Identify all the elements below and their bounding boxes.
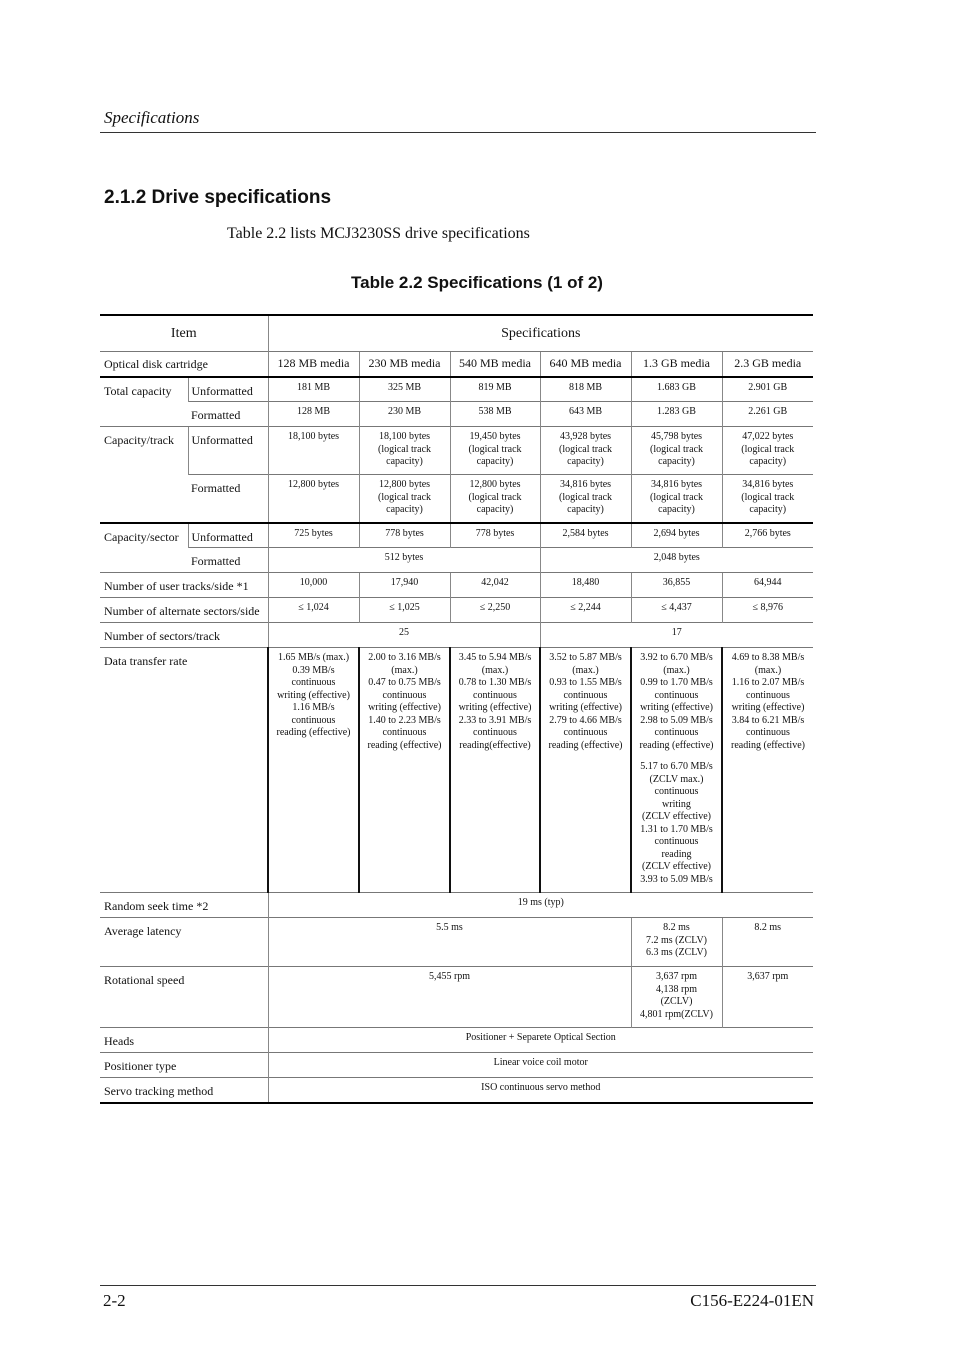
table-caption: Table 2.2 Specifications (1 of 2) — [351, 273, 603, 292]
table-cell: ≤ 2,250 — [450, 598, 540, 623]
table-row — [100, 893, 813, 918]
table-cell: 12,800 bytes — [268, 475, 359, 523]
header-item: Item — [100, 315, 268, 351]
intro-text: Table 2.2 lists MCJ3230SS drive specifications — [227, 225, 530, 242]
table-cell: 1.65 MB/s (max.) 0.39 MB/s continuous writing (effective) 1.16 MB/s continuous reading (effective) — [268, 648, 359, 893]
table-cell: 43,928 bytes (logical track capacity) — [540, 427, 631, 475]
table-cell: 4.69 to 8.38 MB/s (max.) 1.16 to 2.07 MB/s continuous writing (effective) 3.84 to 6.21 MB/s continuous reading (effective) — [722, 648, 813, 893]
table-row — [100, 1053, 813, 1078]
spec-table — [100, 314, 813, 1104]
table-row — [100, 598, 813, 623]
table-cell: Linear voice coil motor — [268, 1053, 813, 1078]
table-cell: 128 MB — [268, 402, 359, 427]
table-cell: 3,637 rpm 4,138 rpm (ZCLV) 4,801 rpm(ZCLV) — [631, 967, 722, 1028]
table-cell: 2.901 GB — [722, 377, 813, 402]
header-specifications: Specifications — [268, 315, 813, 351]
table-cell: 643 MB — [540, 402, 631, 427]
table-cell: 538 MB — [450, 402, 540, 427]
row-label: Positioner type — [100, 1053, 268, 1078]
table-cell: ≤ 4,437 — [631, 598, 722, 623]
sub-label: Unformatted — [188, 427, 268, 475]
sub-label: Formatted — [188, 402, 268, 427]
table-cell: 12,800 bytes (logical track capacity) — [359, 475, 450, 523]
table-row — [100, 427, 813, 475]
table-cell: 45,798 bytes (logical track capacity) — [631, 427, 722, 475]
cartridge-label: Optical disk cartridge — [100, 351, 268, 377]
row-label: Average latency — [100, 918, 268, 967]
sub-label: Formatted — [188, 548, 268, 573]
media-header: 230 MB media — [359, 351, 450, 377]
table-cell: 25 — [268, 623, 540, 648]
media-header: 2.3 GB media — [722, 351, 813, 377]
row-label: Data transfer rate — [100, 648, 268, 893]
table-cell: 42,042 — [450, 573, 540, 598]
row-label: Total capacity — [100, 377, 188, 427]
table-cell: 725 bytes — [268, 523, 359, 548]
table-cell: 34,816 bytes (logical track capacity) — [631, 475, 722, 523]
sub-label: Unformatted — [188, 523, 268, 548]
table-cell: 2,584 bytes — [540, 523, 631, 548]
table-cell: 3,637 rpm — [722, 967, 813, 1028]
table-row — [100, 967, 813, 1028]
media-row — [100, 351, 813, 377]
table-row — [100, 1028, 813, 1053]
table-cell: 181 MB — [268, 377, 359, 402]
table-cell: 2.261 GB — [722, 402, 813, 427]
transfer-rate-text: 3.92 to 6.70 MB/s (max.) 0.99 to 1.70 MB/s continuous writing (effective) 2.98 to 5.09 MB/s continuous reading (effective) — [639, 652, 714, 751]
table-row — [100, 573, 813, 598]
section-title: 2.1.2 Drive specifications — [104, 187, 332, 208]
row-label: Random seek time *2 — [100, 893, 268, 918]
row-label: Heads — [100, 1028, 268, 1053]
row-label: Capacity/track — [100, 427, 188, 523]
table-cell: 47,022 bytes (logical track capacity) — [722, 427, 813, 475]
footer-rule — [100, 1285, 816, 1286]
table-cell: 3.52 to 5.87 MB/s (max.) 0.93 to 1.55 MB/s continuous writing (effective) 2.79 to 4.66 MB/s continuous reading (effective) — [540, 648, 631, 893]
table-cell: 12,800 bytes (logical track capacity) — [450, 475, 540, 523]
table-cell: 17,940 — [359, 573, 450, 598]
table-cell: 2.00 to 3.16 MB/s (max.) 0.47 to 0.75 MB/s continuous writing (effective) 1.40 to 2.23 MB/s continuous reading (effective) — [359, 648, 450, 893]
table-cell: 19 ms (typ) — [268, 893, 813, 918]
table-cell: 5.5 ms — [268, 918, 631, 967]
table-cell: 10,000 — [268, 573, 359, 598]
table-cell: 36,855 — [631, 573, 722, 598]
table-row — [100, 648, 813, 893]
document-id: C156-E224-01EN — [690, 1291, 814, 1310]
row-label: Rotational speed — [100, 967, 268, 1028]
table-cell: 1.283 GB — [631, 402, 722, 427]
media-header: 1.3 GB media — [631, 351, 722, 377]
table-cell: 18,480 — [540, 573, 631, 598]
table-cell: Positioner + Separete Optical Section — [268, 1028, 813, 1053]
table-cell: 64,944 — [722, 573, 813, 598]
row-label: Number of user tracks/side *1 — [100, 573, 268, 598]
table-cell — [631, 648, 722, 893]
table-cell: 2,766 bytes — [722, 523, 813, 548]
media-header: 540 MB media — [450, 351, 540, 377]
transfer-rate-zclv-text: 5.17 to 6.70 MB/s (ZCLV max.) continuous writing (ZCLV effective) 1.31 to 1.70 MB/s continuous reading (ZCLV effective) 3.93 to 5.09 MB/s — [640, 761, 713, 885]
media-header: 128 MB media — [268, 351, 359, 377]
table-cell: ISO continuous servo method — [268, 1078, 813, 1103]
row-label: Servo tracking method — [100, 1078, 268, 1103]
sub-label: Unformatted — [188, 377, 268, 402]
table-cell: 5,455 rpm — [268, 967, 631, 1028]
header-rule — [100, 132, 816, 133]
table-cell: ≤ 2,244 — [540, 598, 631, 623]
table-cell: ≤ 8,976 — [722, 598, 813, 623]
header-row — [100, 315, 813, 351]
table-row — [100, 523, 813, 548]
table-cell: 8.2 ms — [722, 918, 813, 967]
table-cell: 18,100 bytes (logical track capacity) — [359, 427, 450, 475]
table-cell: 3.45 to 5.94 MB/s (max.) 0.78 to 1.30 MB/s continuous writing (effective) 2.33 to 3.91 MB/s continuous reading(effective) — [450, 648, 540, 893]
table-row — [100, 548, 813, 573]
table-cell: 19,450 bytes (logical track capacity) — [450, 427, 540, 475]
table-cell: 325 MB — [359, 377, 450, 402]
table-cell: 34,816 bytes (logical track capacity) — [722, 475, 813, 523]
running-head: Specifications — [104, 108, 200, 127]
table-cell: ≤ 1,024 — [268, 598, 359, 623]
table-cell: 2,694 bytes — [631, 523, 722, 548]
table-cell: 17 — [540, 623, 813, 648]
sub-label: Formatted — [188, 475, 268, 523]
row-label: Capacity/sector — [100, 523, 188, 573]
table-row — [100, 377, 813, 402]
table-cell: 8.2 ms 7.2 ms (ZCLV) 6.3 ms (ZCLV) — [631, 918, 722, 967]
table-cell: 34,816 bytes (logical track capacity) — [540, 475, 631, 523]
row-label: Number of sectors/track — [100, 623, 268, 648]
table-cell: 818 MB — [540, 377, 631, 402]
table-row — [100, 1078, 813, 1103]
table-row — [100, 402, 813, 427]
table-cell: 18,100 bytes — [268, 427, 359, 475]
page-number: 2-2 — [103, 1291, 126, 1310]
table-cell: 778 bytes — [450, 523, 540, 548]
table-cell: ≤ 1,025 — [359, 598, 450, 623]
table-cell: 512 bytes — [268, 548, 540, 573]
table-row — [100, 918, 813, 967]
table-cell: 2,048 bytes — [540, 548, 813, 573]
table-cell: 778 bytes — [359, 523, 450, 548]
row-label: Number of alternate sectors/side — [100, 598, 268, 623]
table-row — [100, 623, 813, 648]
media-header: 640 MB media — [540, 351, 631, 377]
table-cell: 819 MB — [450, 377, 540, 402]
table-cell: 1.683 GB — [631, 377, 722, 402]
table-row — [100, 475, 813, 523]
table-cell: 230 MB — [359, 402, 450, 427]
